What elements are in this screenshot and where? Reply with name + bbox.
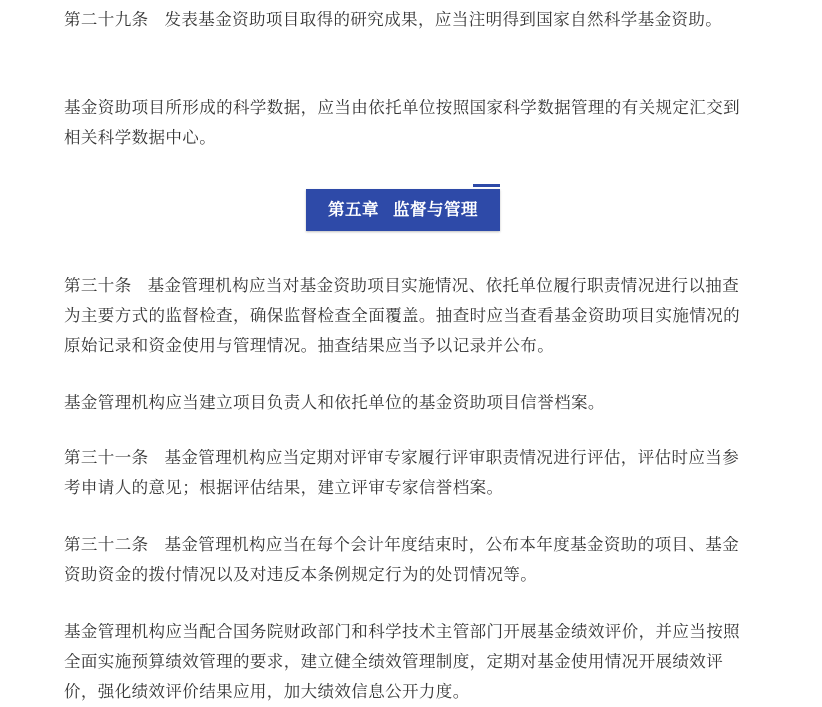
credit-record-paragraph [64,388,754,418]
performance-evaluation-paragraph [64,617,754,707]
article-text: 基金管理机构应当对基金资助项目实施情况、依托单位履行职责情况进行以抽查为主要方式的监督检查，确保监督检查全面覆盖。抽查时应当查看基金资助项目实施情况的原始记录和资金使用与管理情况。抽查结果应当予以记录并公布。 [64,276,740,355]
paragraph-text: 基金管理机构应当建立项目负责人和依托单位的基金资助项目信誉档案。 [64,393,605,412]
chapter-number: 第五章 [328,200,379,219]
article-32-paragraph [64,530,754,590]
chapter-title: 监督与管理 [393,200,478,219]
article-30-paragraph [64,271,754,361]
article-text: 基金管理机构应当定期对评审专家履行评审职责情况进行评估，评估时应当参考申请人的意见；根据评估结果，建立评审专家信誉档案。 [64,448,740,497]
article-number: 第三十二条 [64,535,149,554]
paragraph-text: 基金资助项目所形成的科学数据，应当由依托单位按照国家科学数据管理的有关规定汇交到相关科学数据中心。 [64,98,740,147]
chapter-accent-line [473,184,500,187]
scientific-data-paragraph [64,93,754,153]
chapter-title-box [306,189,500,231]
chapter-heading [306,184,500,231]
paragraph-text: 基金管理机构应当配合国务院财政部门和科学技术主管部门开展基金绩效评价，并应当按照全面实施预算绩效管理的要求，建立健全绩效管理制度，定期对基金使用情况开展绩效评价，强化绩效评价结果应用，加大绩效信息公开力度。 [64,622,740,701]
article-text: 发表基金资助项目取得的研究成果，应当注明得到国家自然科学基金资助。 [164,10,723,29]
article-31-paragraph [64,443,754,503]
article-29-paragraph [64,5,754,35]
article-number: 第三十条 [64,276,132,295]
article-number: 第二十九条 [64,10,149,29]
article-text: 基金管理机构应当在每个会计年度结束时，公布本年度基金资助的项目、基金资助资金的拨付情况以及对违反本条例规定行为的处罚情况等。 [64,535,740,584]
article-number: 第三十一条 [64,448,149,467]
